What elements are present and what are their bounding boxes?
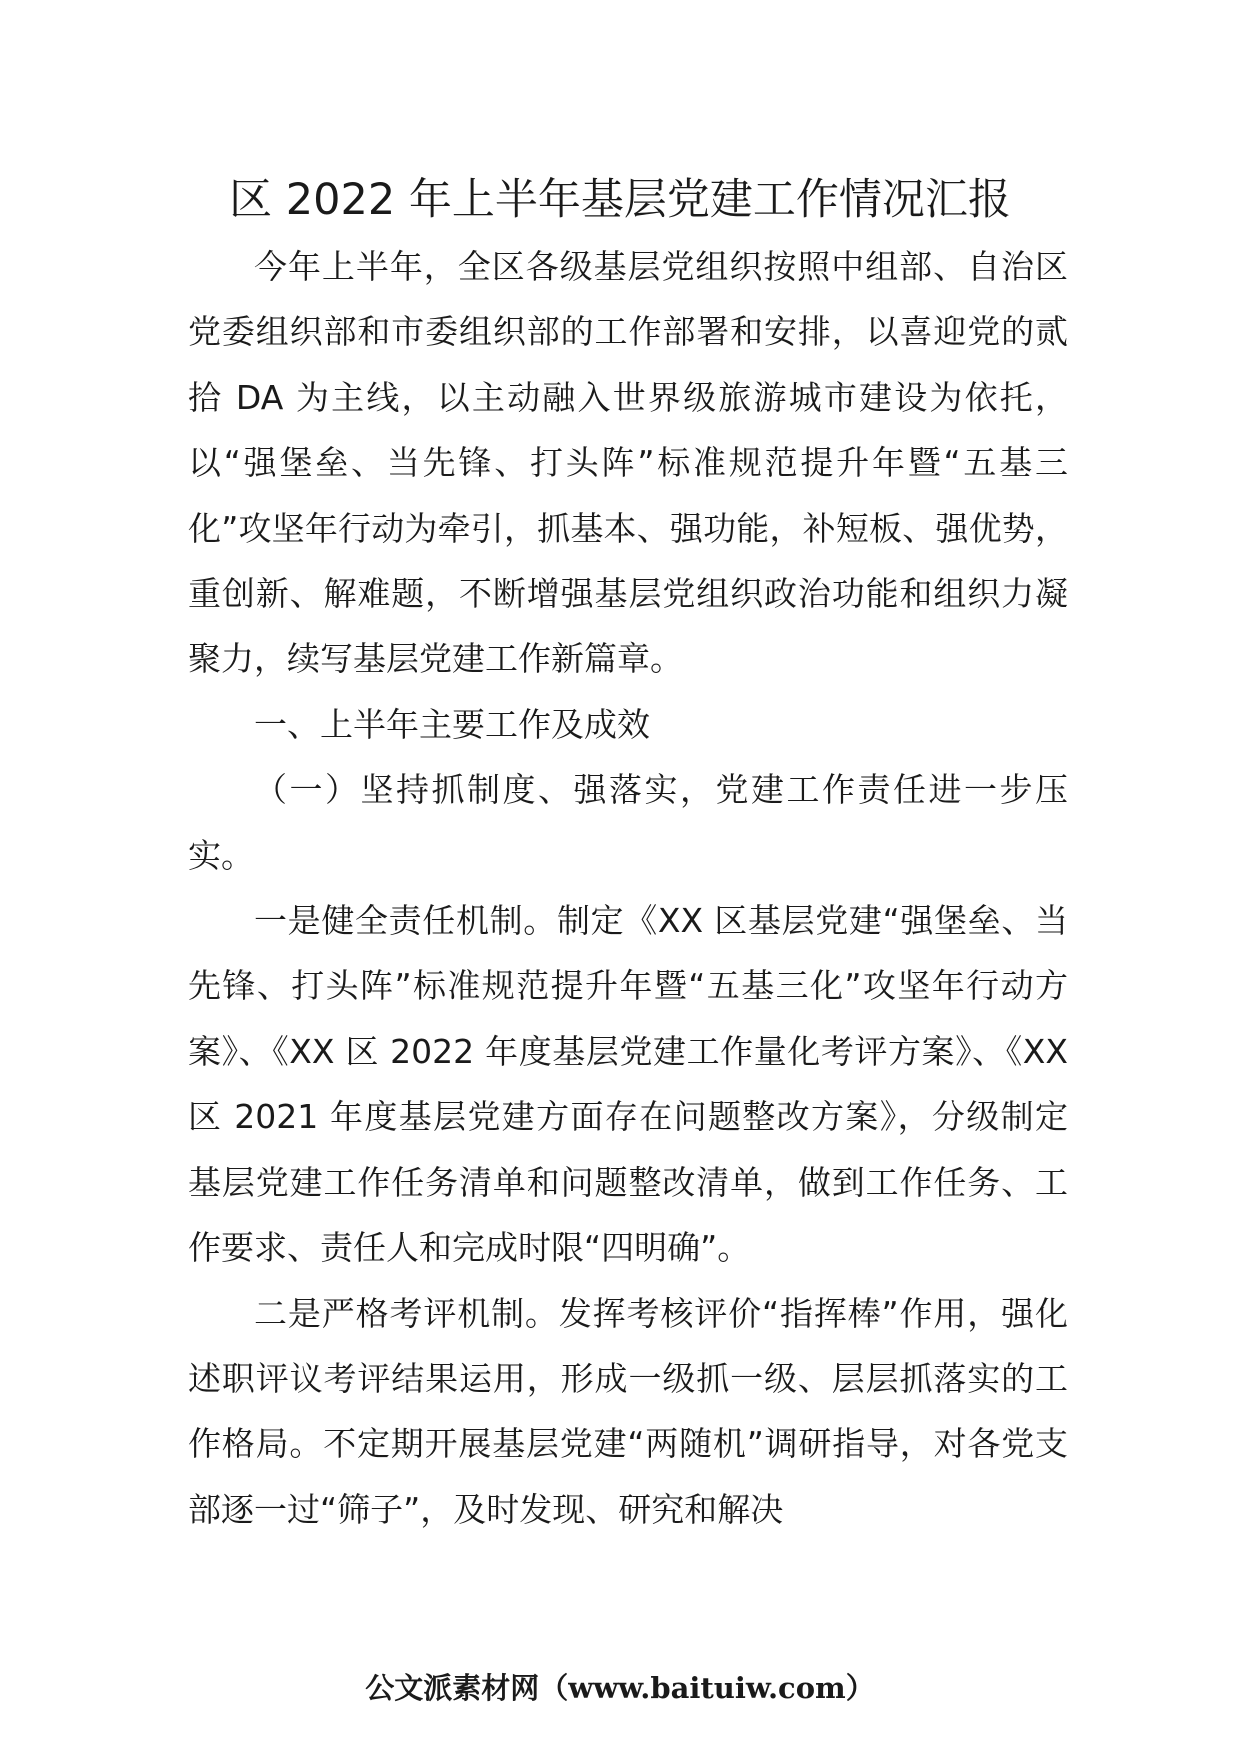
paragraph-responsibility: 一是健全责任机制。制定《XX 区基层党建“强堡垒、当先锋、打头阵”标准规范提升年暨“五基三化”攻坚年行动方案》、《XX 区 2022 年度基层党建工作量化考评方案》、《XX 区 2021 年度基层党建方面存在问题整改方案》，分级制定基层党建工作任务清单和问题整改清单，做到工作任务、工作要求、责任人和完成时限“四明确”。 xyxy=(188,901,1068,1268)
document-body xyxy=(188,234,1068,1542)
paragraph-evaluation: 二是严格考评机制。发挥考核评价“指挥棒”作用，强化述职评议考评结果运用，形成一级抓一级、层层抓落实的工作格局。不定期开展基层党建“两随机”调研指导，对各党支部逐一过“筛子”，及时发现、研究和解决 xyxy=(188,1293,1068,1529)
paragraph-intro: 今年上半年，全区各级基层党组织按照中组部、自治区党委组织部和市委组织部的工作部署和安排，以喜迎党的贰拾 DA 为主线，以主动融入世界级旅游城市建设为依托，以“强堡垒、当先锋、打头阵”标准规范提升年暨“五基三化”攻坚年行动为牵引，抓基本、强功能，补短板、强优势，重创新、解难题，不断增强基层党组织政治功能和组织力凝聚力，续写基层党建工作新篇章。 xyxy=(188,247,1068,679)
footer-watermark: 公文派素材网（www.baituiw.com） xyxy=(365,1671,875,1705)
document-title: 区 2022 年上半年基层党建工作情况汇报 xyxy=(229,175,1011,225)
subsection-heading: （一）坚持抓制度、强落实，党建工作责任进一步压实。 xyxy=(188,770,1068,875)
section-heading: 一、上半年主要工作及成效 xyxy=(254,704,650,744)
